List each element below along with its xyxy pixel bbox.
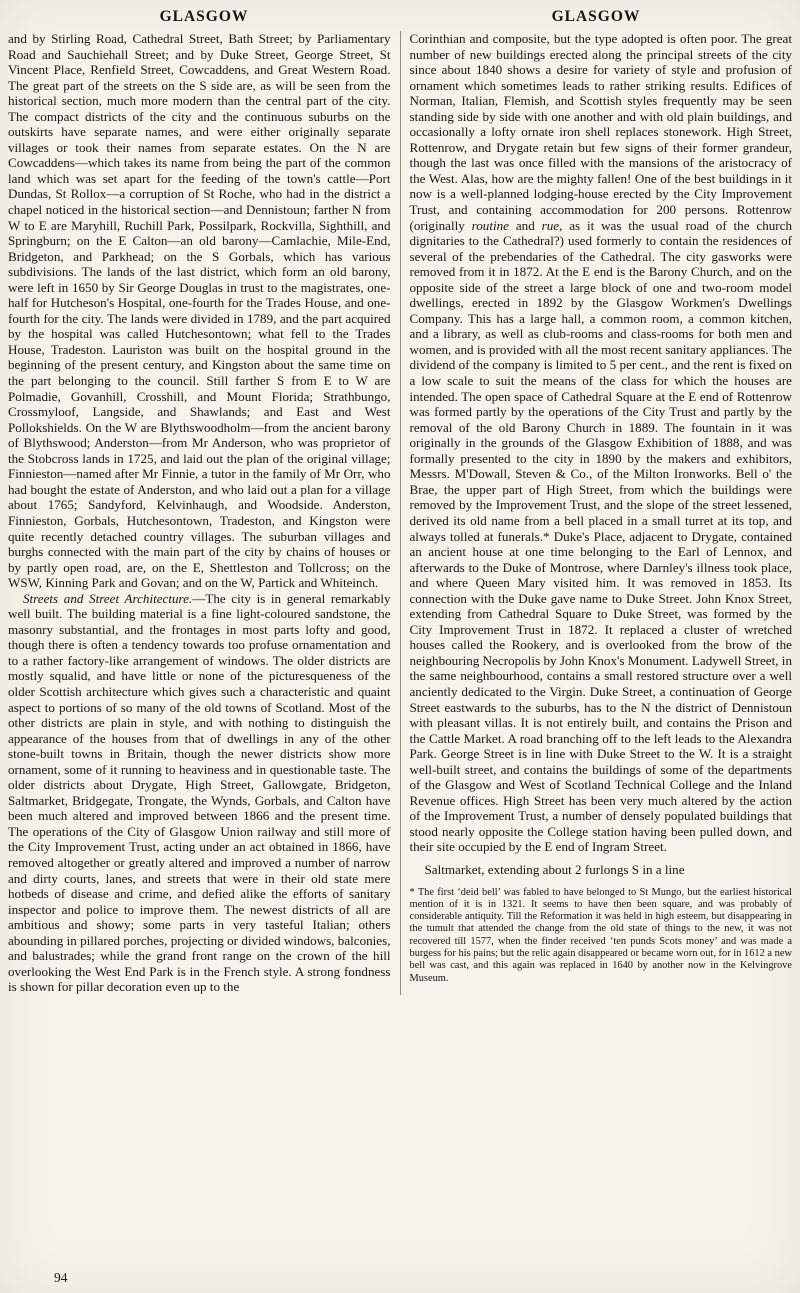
footnote-deid-bell: * The first ‘deid bell’ was fabled to have belonged to St Mungo, but the earliest historical mention of it is in 1321. It seems to have then been square, and was probably of considerable antiquity. Till the Reformation it was held in high esteem, but disappearing in the tumult that attended the change from the old state of things to the new, it was not recovered till 1577, when the finder received ‘ten punds Scots money’ and was made a burgess for his pains; but the relic again disappeared or became worn out, for in 1612 a new bell was cast, and this again was replaced in 1640 by another now in the Kelvingrove Museum. (409, 886, 792, 984)
italic-word-rue: rue (541, 217, 560, 233)
paragraph-streets-architecture-text: —The city is in general remarkably well built. The building material is a fine light-coloured sandstone, the masonry substantial, and the frontages in most parts lofty and good, though there is often a tendency towards too profuse ornamentation and to a rather factory-like arrangement of windows. The older districts are mostly squalid, and have little or none of the picturesqueness of the older Scottish architecture which gives such a characteristic and quaint aspect to portions of so many of the old towns of Scotland. Most of the other districts are plain in style, and with nothing to distinguish the appearance of the houses from that of dwellings in any of the other stone-built towns in Britain, though the newer districts show more ornament, some of it running to heaviness and in questionable taste. The older districts about Drygate, High Street, Gallowgate, Bridgeton, Saltmarket, Bridgegate, Trongate, the Wynds, Gorbals, and Calton have been much altered and improved between 1866 and the present time. The operations of the City of Glasgow Union railway and still more of the City Improvement Trust, acting under an act obtained in 1866, have removed altogether or greatly altered and improved a number of narrow and dirty courts, lanes, and streets that were in their old state mere hotbeds of disease and crime, and defied alike the efforts of sanitary inspector and police to improve them. The newest districts of all are ambitious and showy; some parts in very tasteful Italian; others abounding in pillared porches, projecting or divided windows, balconies, and balustrades; while the grand front range on the crown of the hill overlooking the West End Park is in the French style. A strong fondness is shown for pillar decoration even up to the (8, 590, 391, 995)
page-number: 94 (54, 1270, 68, 1285)
text-run-after-rue: , as it was the usual road of the church dignitaries to the Cathedral?) used formerly to contain the residences of several of the prebendaries of the Cathedral. The city gasworks were removed from it in 1872. At the E end is the Barony Church, and on the opposite side of the street a large block of one and two-room model dwellings, erected in 1892 by the Glasgow Workmen's Dwellings Company. This has a large hall, a common room, a common kitchen, and a library, as well as club-rooms and class-rooms for both men and women, and is provided with all the most recent sanitary appliances. The dividend of the company is limited to 5 per cent., and the rent is fixed on a low scale to suit the means of the class for which the houses are intended. The open space of Cathedral Square at the E end of Rottenrow was formed partly by the operations of the City Trust and partly by the removal of the old Barony Church in 1889. The fountain in it was originally in the grounds of the Glasgow Exhibition of 1888, and was formally presented to the city in 1890 by the makers and exhibitors, Messrs. M'Dowall, Steven & Co., of the Milton Ironworks. Bell o' the Brae, the upper part of High Street, from which the buildings were removed by the Improvement Trust, and the slope of the street lessened, derived its old name from a bell placed in a small turret at its top, and always tolled at funerals.* Duke's Place, adjacent to Drygate, contained an ancient house at one time belonging to the Earl of Lennox, and afterwards to the Duke of Montrose, where Darnley's illness took place, and where Queen Mary visited him. It was removed in 1853. Its connection with the Duke gave name to Duke Street. John Knox Street, extending from Cathedral Square to Duke Street, was formed by the City Improvement Trust in 1872. It replaced a cluster of wretched houses called the Rookery, and is overlooked from the brow of the neighbouring Necropolis by John Knox's Monument. Ladywell Street, in the same neighbourhood, contains a small restored structure over a well anciently dedicated to the Virgin. Duke Street, a continuation of George Street eastwards to the suburbs, has to the N the district of Dennistoun with pleasant villas. It is not entirely built, and contains the Prison and the Cattle Market. A road branching off to the left leads to the Alexandra Park. George Street is in line with Duke Street to the W. It is a straight well-built street, and contains the buildings of some of the departments of the Glasgow and West of Scotland Technical College and the Inland Revenue offices. High Street has been very much altered by the action of the Improvement Trust, a number of densely populated buildings that stood nearly opposite the College station having been pulled down, and their site occupied by the E end of Ingram Street. (409, 217, 793, 855)
running-head-right: GLASGOW (551, 8, 641, 25)
paragraph-districts-continuation: and by Stirling Road, Cathedral Street, Bath Street; by Parliamentary Road and Sauchiehall Street; and by Duke Street, George Street, St Vincent Place, Renfield Street, Cowcaddens, and Great Western Road. The great part of the streets on the S side are, as will be seen from the historical section, much more modern than the central part of the city. The compact districts of the city and the continuous suburbs on the outskirts have separate names, and were either originally separate villages or took their names from separate estates. On the N are Cowcaddens—which takes its name from being the part of the common land which was set apart for the feeding of the town's cattle—Port Dundas, St Rollox—a corruption of St Roche, who had in the district a chapel noticed in the historical section—and Dennistoun; farther N from W to E are Maryhill, Ruchill Park, Possilpark, Rockvilla, Sighthill, and Springburn; on the E Calton—an old barony—Camlachie, Mile-End, Bridgeton, and Parkhead; on the S Gorbals, which has various subdivisions. The lands of the last district, which form an old barony, were left in 1650 by Sir George Douglas in trust to the magistrates, one-half for Hutcheson's Hospital, one-fourth for the Trades House, and one-fourth for the city. The lands were divided in 1789, and the part acquired by the hospital was called Hutchesontown; what fell to the Trades House, Tradeston. Lauriston was built on the hospital ground in the beginning of the present century, and Kingston about the same time on the part belonging to the council. Still farther S from E to W are Polmadie, Govanhill, Crosshill, and Mount Florida; Strathbungo, Crossmyloof, Langside, and Shawlands; and East and West Pollokshields. On the W are Blythswoodholm—from the ancient barony of Blythswood; Anderston—from Mr Anderson, who was proprietor of the Stobcross lands in 1725, and laid out the plan of the original village; Finnieston—named after Mr Finnie, a tutor in the family of Mr Orr, who had bought the estate of Anderston, and who laid out a plan for a village about 1765; Sandyford, Kelvinhaugh, and Woodside. Anderston, Finnieston, Gorbals, Hutchesontown, Tradeston, and Kingston were quite recently detached country villages. The suburban villages and burghs connected with the main part of the city by chains of houses or by partly open road, are, on the E, Shettleston and Tollcross; on the WSW, Kinning Park and Govan; and on the W, Partick and Whiteinch. (8, 31, 391, 591)
right-column (401, 31, 793, 995)
text-run-and: and (508, 217, 542, 233)
section-lead-streets-architecture: Streets and Street Architecture. (23, 590, 193, 606)
page-header (8, 8, 792, 26)
italic-word-routine: routine (471, 217, 509, 233)
text-run-before-routine: Corinthian and composite, but the type adopted is often poor. The great number of new buildings erected along the principal streets of the city since about 1840 shows a desire for variety of style and profusion of ornament which sometimes leads to rather striking results. Edifices of Norman, Italian, Flemish, and Scottish styles frequently may be seen standing side by side with one another and with old plain buildings, and occasionally a lofty ornate iron shell replaces stonework. High Street, Rottenrow, and Drygate retain but few signs of their former grandeur, though the last was once filled with the mansions of the aristocracy of the West. Alas, how are the mighty fallen! One of the best buildings in it now is a well-planned lodging-house erected by the City Improvement Trust, and containing accommodation for 200 persons. Rottenrow (originally (409, 31, 792, 233)
running-head-left: GLASGOW (159, 8, 249, 25)
paragraph-architecture-continuation (410, 31, 793, 855)
left-column (8, 31, 400, 995)
text-columns (8, 31, 792, 995)
paragraph-streets-architecture (8, 591, 391, 995)
paragraph-saltmarket: Saltmarket, extending about 2 furlongs S in a line (424, 861, 685, 877)
